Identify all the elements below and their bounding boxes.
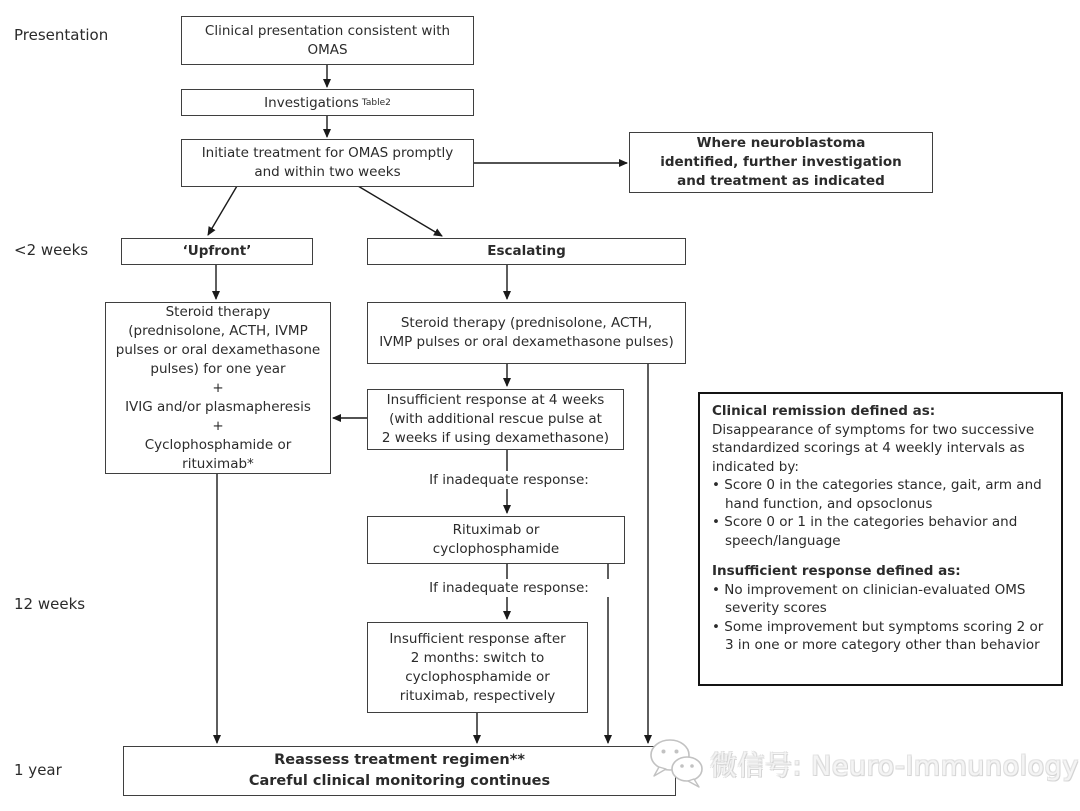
remission-title: Clinical remission defined as: [712, 403, 936, 419]
text-line: Insufficient response at 4 weeks [386, 392, 605, 408]
label-if-inadequate-response-2: If inadequate response: [402, 579, 616, 597]
text-line: pulses) for one year [150, 360, 286, 377]
node-reassess-regimen [123, 746, 676, 796]
text-line: Reassess treatment regimen** [274, 752, 525, 768]
text-line: (prednisolone, ACTH, IVMP [128, 322, 308, 339]
text-line: + [212, 417, 224, 434]
text-line: rituximab, respectively [399, 687, 556, 704]
text-line: Escalating [487, 243, 566, 259]
text-line: + [212, 379, 224, 396]
node-insufficient-response-4-weeks [367, 389, 624, 450]
text-line: and within two weeks [254, 164, 401, 180]
text-line: Clinical presentation consistent with [204, 22, 451, 39]
arrow-initiate-to-escalating [358, 186, 442, 236]
text-line: Steroid therapy [165, 303, 271, 320]
text-line: pulses or oral dexamethasone [115, 341, 321, 358]
insufficient-response-bullet: • Some improvement but symptoms scoring 2 or 3 in one or more category other than behavior [712, 618, 1049, 655]
text-line: identified, further investigation [660, 154, 902, 170]
node-investigations: Investigations Table2 [181, 89, 474, 116]
wechat-icon [644, 735, 706, 791]
text-line: (with additional rescue pulse at [389, 411, 602, 427]
node-neuroblastoma [629, 132, 933, 193]
timeline-label-twelve-weeks: 12 weeks [14, 595, 86, 613]
text-line: cyclophosphamide or [405, 668, 550, 685]
text-line: ‘Upfront’ [182, 243, 252, 259]
text-line: 2 weeks if using dexamethasone) [381, 430, 610, 446]
label-if-inadequate-response-1: If inadequate response: [402, 471, 616, 489]
text-line: Cyclophosphamide or [144, 436, 292, 453]
text-line: OMAS [307, 41, 348, 58]
text-line: Rituximab or [452, 522, 540, 538]
watermark [644, 735, 1079, 791]
remission-bullet: • Score 0 in the categories stance, gait, arm and hand function, and opsoclonus [712, 476, 1049, 513]
text-line: Careful clinical monitoring continues [248, 773, 551, 789]
remission-intro: Disappearance of symptoms for two successive standardized scorings at 4 weekly intervals as indicated by: [712, 421, 1035, 475]
timeline-label-presentation: Presentation [14, 26, 109, 44]
text-line: 2 months: switch to [410, 649, 545, 666]
text-line: rituximab* [182, 455, 254, 472]
node-escalating [367, 238, 686, 265]
timeline-label-one-year: 1 year [14, 761, 62, 779]
text-line: and treatment as indicated [677, 173, 885, 189]
text-line: IVMP pulses or oral dexamethasone pulses) [379, 334, 674, 350]
text-line: Investigations [264, 94, 359, 111]
node-escalating-steroid-therapy [367, 302, 686, 364]
remission-bullet: • Score 0 or 1 in the categories behavior and speech/language [712, 513, 1049, 550]
arrow-initiate-to-upfront [208, 186, 237, 235]
text-line: Insufficient response after [389, 630, 566, 647]
watermark-text: 微信号: Neuro-Immunology [710, 750, 1079, 782]
panel-definitions [698, 392, 1063, 686]
insufficient-response-title: Insufficient response defined as: [712, 563, 961, 579]
node-initiate-treatment [181, 139, 474, 187]
text-line: Steroid therapy (prednisolone, ACTH, [400, 315, 653, 331]
text-line: Where neuroblastoma [696, 135, 866, 151]
node-upfront-steroid-therapy [105, 302, 331, 474]
text-line: cyclophosphamide [432, 541, 560, 557]
node-rituximab-or-cyclophosphamide [367, 516, 625, 564]
text-line: IVIG and/or plasmapheresis [125, 398, 311, 415]
node-insufficient-response-2-months [367, 622, 588, 713]
text-line: Initiate treatment for OMAS promptly [201, 145, 454, 161]
node-upfront [121, 238, 313, 265]
timeline-label-under-two-weeks: <2 weeks [14, 241, 89, 259]
node-clinical-presentation [181, 16, 474, 65]
insufficient-response-bullet: • No improvement on clinician-evaluated OMS severity scores [712, 581, 1049, 618]
